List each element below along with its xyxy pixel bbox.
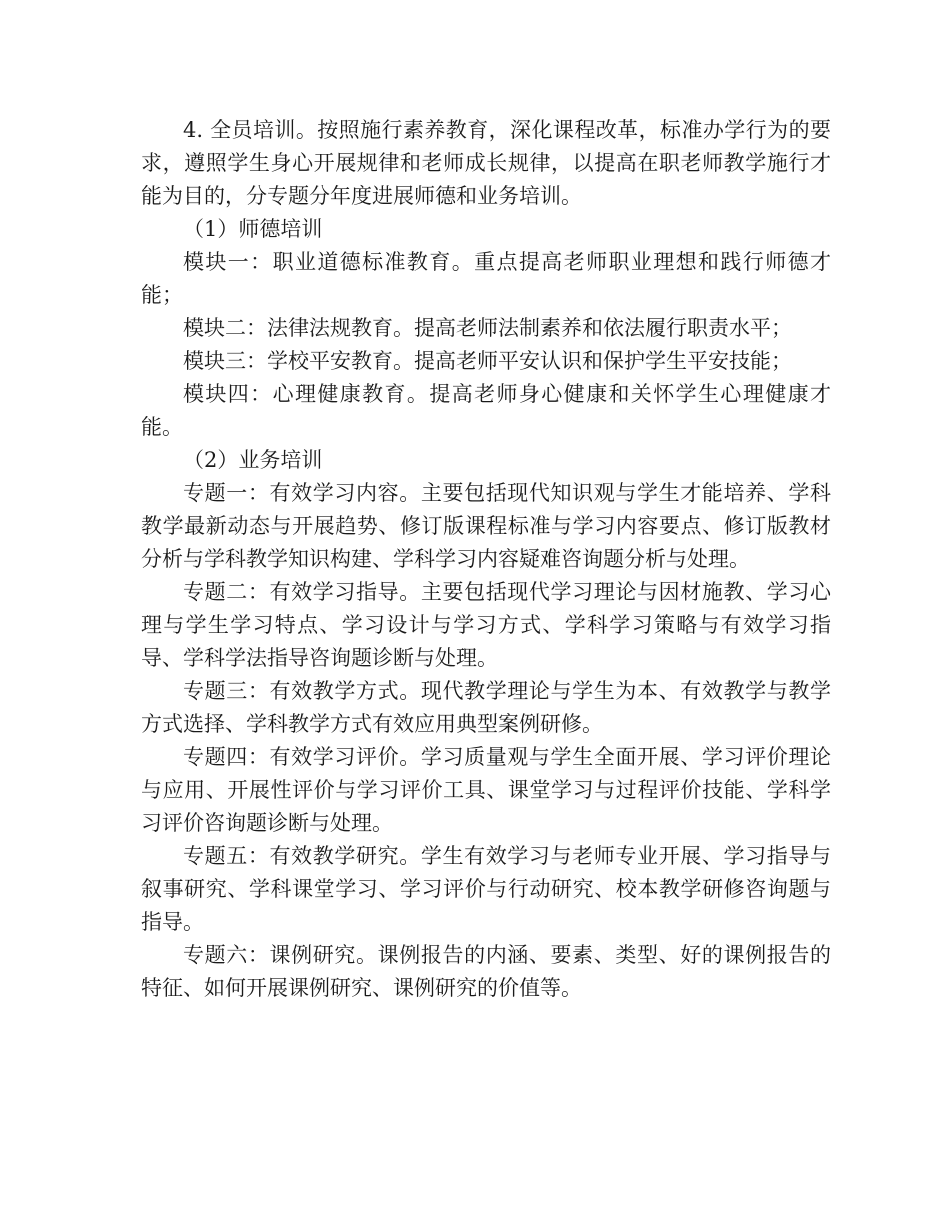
heading-business-training: （2）业务培训 [183,448,323,472]
paragraph-module-3: 模块三：学校平安教育。提高老师平安认识和保护学生平安技能； [183,349,792,373]
paragraph-topic-4: 专题四：有效学习评价。学习质量观与学生全面开展、学习评价理论与应用、开展性评价与学习评价工具、课堂学习与过程评价技能、学科学习评价咨询题诊断与处理。 [141,745,831,835]
paragraph-topic-5: 专题五：有效教学研究。学生有效学习与老师专业开展、学习指导与叙事研究、学科课堂学习、学习评价与行动研究、校本教学研修咨询题与指导。 [141,844,831,934]
paragraph-topic-2: 专题二：有效学习指导。主要包括现代学习理论与因材施教、学习心理与学生学习特点、学习设计与学习方式、学科学习策略与有效学习指导、学科学法指导咨询题诊断与处理。 [141,580,831,670]
heading-ethics-training: （1）师德培训 [183,217,323,241]
document-body [141,114,831,1005]
paragraph-module-2: 模块二：法律法规教育。提高老师法制素养和依法履行职责水平； [183,316,792,340]
paragraph-training-overview: 4. 全员培训。按照施行素养教育，深化课程改革，标准办学行为的要求，遵照学生身心开展规律和老师成长规律，以提高在职老师教学施行才能为目的，分专题分年度进展师德和业务培训。 [141,118,831,208]
paragraph-topic-3: 专题三：有效教学方式。现代教学理论与学生为本、有效教学与教学方式选择、学科教学方式有效应用典型案例研修。 [141,679,831,736]
paragraph-module-4: 模块四：心理健康教育。提高老师身心健康和关怀学生心理健康才能。 [141,382,831,439]
paragraph-topic-6: 专题六：课例研究。课例报告的内涵、要素、类型、好的课例报告的特征、如何开展课例研究、课例研究的价值等。 [141,943,831,1000]
paragraph-module-1: 模块一：职业道德标准教育。重点提高老师职业理想和践行师德才能； [141,250,831,307]
paragraph-topic-1: 专题一：有效学习内容。主要包括现代知识观与学生才能培养、学科教学最新动态与开展趋势、修订版课程标准与学习内容要点、修订版教材分析与学科教学知识构建、学科学习内容疑难咨询题分析与处理。 [141,481,831,571]
